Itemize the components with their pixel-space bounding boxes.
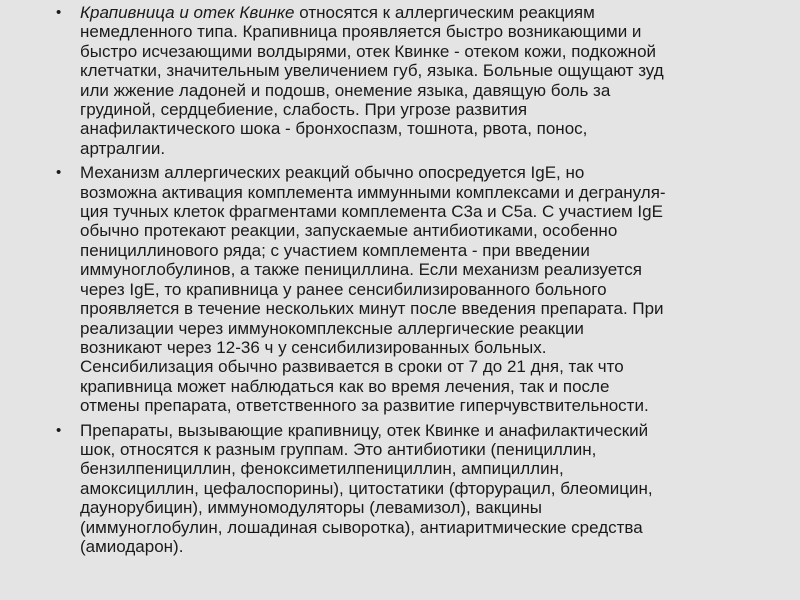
text-line: Сенсибилизация обычно развивается в сроки от 7 до 21 дня, так что (80, 357, 624, 377)
text-line: крапивница может наблюдаться как во время лечения, так и после (80, 376, 610, 396)
text-line: (иммуноглобулин, лошадиная сыворотка), антиаритмические средства (80, 517, 643, 537)
text-line: возможна активация комплемента иммунными комплексами и дегрануля- (80, 182, 666, 202)
text-line: ция тучных клеток фрагментами комплемента C3a и C5a. С участием IgE (80, 202, 663, 222)
bullet-item-drugs (56, 421, 760, 557)
text-line: обычно протекают реакции, запускаемые антибиотиками, особенно (80, 221, 618, 241)
text-line: Механизм аллергических реакций обычно опосредуется IgE, но (80, 163, 585, 183)
bullet-dot-icon: • (56, 164, 62, 182)
bullet-list (56, 3, 760, 556)
text-line: клетчатки, значительным увеличением губ, языка. Больные ощущают зуд (80, 61, 664, 81)
text-line: Крапивница и отек Квинке относятся к аллергическим реакциям (80, 3, 595, 22)
text-line: отмены препарата, ответственного за развитие гиперчувствительности. (80, 396, 649, 416)
text-line: проявляется в течение нескольких минут после введения препарата. При (80, 299, 664, 319)
text-line: шок, относятся к разным группам. Это антибиотики (пенициллин, (80, 439, 597, 459)
text-line: даунорубицин), иммуномодуляторы (левамизол), вакцины (80, 498, 543, 518)
text-line: реализации через иммунокомплексные аллергические реакции (80, 318, 584, 338)
bullet-item-urticaria (56, 3, 760, 158)
text-line: немедленного типа. Крапивница проявляется быстро возникающими и (80, 22, 642, 42)
emphasis-term: Крапивница и отек Квинке (80, 3, 295, 22)
bullet-dot-icon: • (56, 421, 62, 439)
bullet-dot-icon: • (56, 4, 62, 21)
text-line: или жжение ладоней и подошв, онемение языка, давящую боль за (80, 80, 611, 100)
text-line: артралгии. (80, 138, 166, 158)
text-line: грудиной, сердцебиение, слабость. При угрозе развития (80, 100, 528, 120)
text-line: Препараты, вызывающие крапивницу, отек Квинке и анафилактический (80, 420, 649, 440)
text-line: бензилпенициллин, феноксиметилпенициллин, ампициллин, (80, 459, 564, 479)
text-line: иммуноглобулинов, а также пенициллина. Если механизм реализуется (80, 260, 642, 280)
text-line: через IgE, то крапивница у ранее сенсибилизированного больного (80, 279, 607, 299)
text-line: амоксициллин, цефалоспорины), цитостатики (фторурацил, блеомицин, (80, 478, 653, 498)
text-line: анафилактического шока - бронхоспазм, тошнота, рвота, понос, (80, 119, 588, 139)
bullet-item-mechanism (56, 163, 760, 415)
text-line: (амиодарон). (80, 536, 184, 556)
text-line: возникают через 12-36 ч у сенсибилизированных больных. (80, 337, 547, 357)
text-line: быстро исчезающими волдырями, отек Квинке - отеком кожи, подкожной (80, 41, 657, 61)
text-line: пенициллинового ряда; с участием комплемента - при введении (80, 240, 590, 260)
